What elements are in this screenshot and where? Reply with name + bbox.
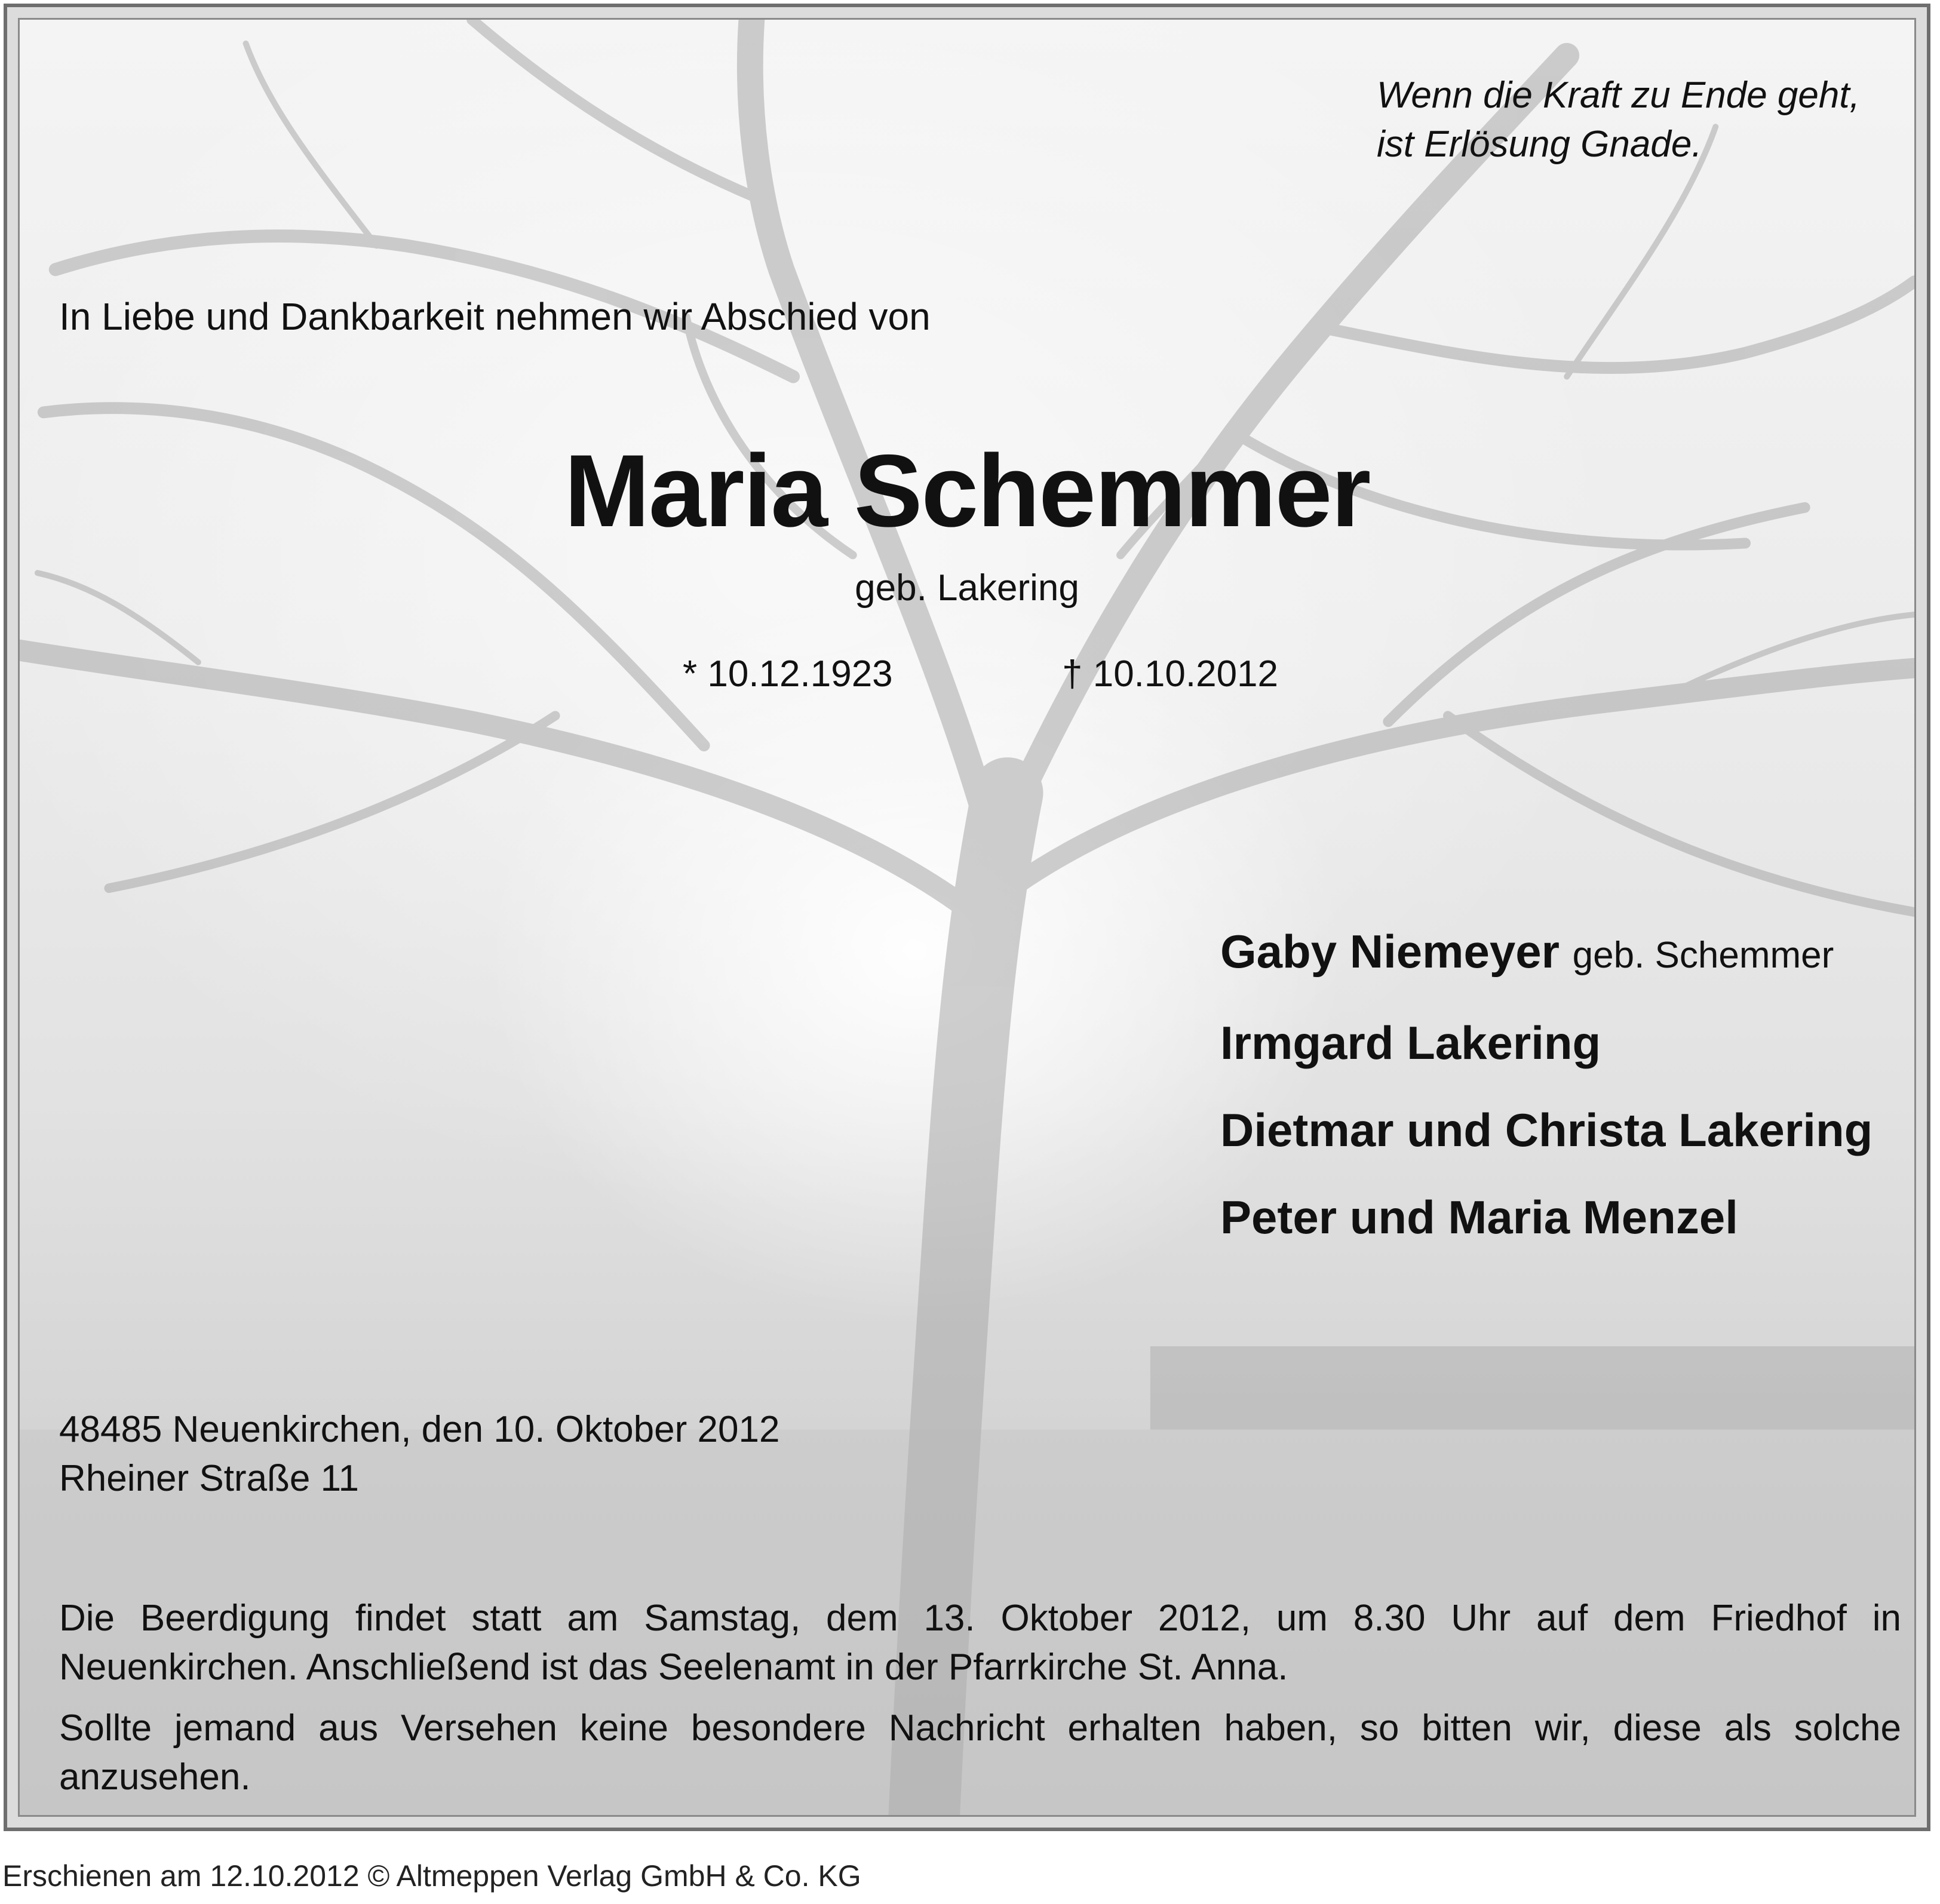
mourner-name: Peter und Maria Menzel xyxy=(1220,1191,1738,1243)
mourner-item xyxy=(1220,1019,1873,1067)
notice-paragraph: Sollte jemand aus Versehen keine besondere Nachricht erhalten haben, so bitten wir, diese als solche anzusehen. xyxy=(59,1708,1901,1798)
motto-line-2: ist Erlösung Gnade. xyxy=(1377,124,1702,165)
mourner-birth-name: geb. Schemmer xyxy=(1572,935,1834,976)
funeral-paragraph: Die Beerdigung findet statt am Samstag, dem 13. Oktober 2012, um 8.30 Uhr auf dem Friedhof in Neuenkirchen. Anschließend ist das Seelenamt in der Pfarrkirche St. Anna. xyxy=(59,1598,1901,1688)
tree-background-image xyxy=(20,20,1914,1815)
motto-line-1: Wenn die Kraft zu Ende geht, xyxy=(1377,75,1860,116)
birth-name: geb. Lakering xyxy=(855,567,1079,609)
death-date: † 10.10.2012 xyxy=(1062,653,1279,695)
motto-quote xyxy=(1377,71,1860,169)
address-line-1: 48485 Neuenkirchen, den 10. Oktober 2012 xyxy=(59,1409,780,1450)
mourner-item xyxy=(1220,925,1873,979)
funeral-info xyxy=(59,1594,1901,1814)
birth-date: * 10.12.1923 xyxy=(683,653,893,695)
mourners-list xyxy=(1220,925,1873,1280)
mourner-name: Gaby Niemeyer xyxy=(1220,925,1560,978)
mourner-item xyxy=(1220,1106,1873,1154)
address-line-2: Rheiner Straße 11 xyxy=(59,1458,359,1499)
notice-frame xyxy=(18,18,1916,1817)
publication-footer: Erschienen am 12.10.2012 © Altmeppen Verlag GmbH & Co. KG xyxy=(2,1859,861,1893)
mourner-name: Dietmar und Christa Lakering xyxy=(1220,1104,1873,1156)
intro-text: In Liebe und Dankbarkeit nehmen wir Abschied von xyxy=(59,295,931,338)
mourner-name: Irmgard Lakering xyxy=(1220,1017,1601,1069)
obituary-notice xyxy=(4,4,1930,1831)
mourner-item xyxy=(1220,1193,1873,1241)
address-block xyxy=(59,1405,779,1503)
deceased-name: Maria Schemmer xyxy=(564,434,1370,548)
